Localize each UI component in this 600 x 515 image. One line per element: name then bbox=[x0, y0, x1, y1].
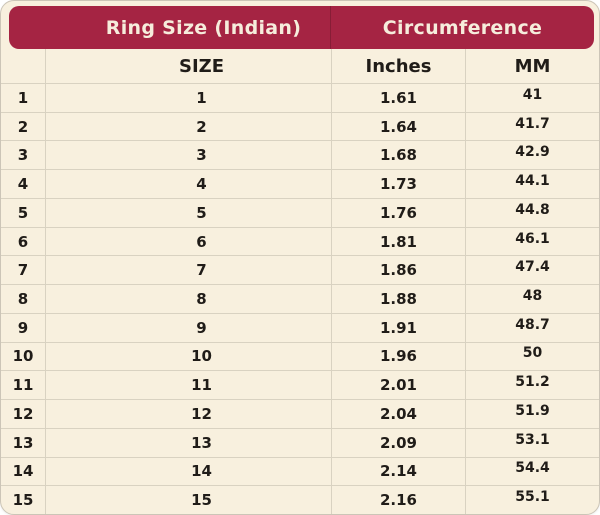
size-cell: 3 bbox=[46, 141, 332, 169]
table-row bbox=[1, 256, 599, 285]
size-cell: 1 bbox=[46, 84, 332, 112]
inches-cell: 1.88 bbox=[332, 285, 466, 313]
mm-cell: 51.2 bbox=[515, 374, 550, 391]
inches-cell: 2.09 bbox=[332, 429, 466, 457]
table-row bbox=[1, 429, 599, 458]
ring-size-table bbox=[1, 49, 599, 514]
table-row bbox=[1, 314, 599, 343]
row-number-cell: 3 bbox=[1, 141, 46, 169]
subheader-size: SIZE bbox=[46, 49, 332, 83]
table-header-band bbox=[9, 6, 594, 49]
header-circumference: Circumference bbox=[382, 16, 543, 39]
table-row bbox=[1, 170, 599, 199]
inches-cell: 1.91 bbox=[332, 314, 466, 342]
row-number-cell: 2 bbox=[1, 113, 46, 141]
row-number-cell: 9 bbox=[1, 314, 46, 342]
mm-cell: 44.8 bbox=[515, 201, 550, 218]
size-cell: 11 bbox=[46, 371, 332, 399]
row-number-cell: 11 bbox=[1, 371, 46, 399]
mm-cell: 46.1 bbox=[515, 230, 550, 247]
table-row bbox=[1, 486, 599, 514]
mm-cell: 50 bbox=[522, 345, 543, 362]
row-number-cell: 15 bbox=[1, 486, 46, 514]
table-row bbox=[1, 141, 599, 170]
inches-cell: 1.64 bbox=[332, 113, 466, 141]
table-row bbox=[1, 84, 599, 113]
table-row bbox=[1, 199, 599, 228]
row-number-cell: 14 bbox=[1, 458, 46, 486]
subheader-row bbox=[1, 49, 599, 84]
row-number-cell: 4 bbox=[1, 170, 46, 198]
mm-cell: 51.9 bbox=[515, 402, 550, 419]
row-number-cell: 12 bbox=[1, 400, 46, 428]
size-cell: 5 bbox=[46, 199, 332, 227]
size-cell: 2 bbox=[46, 113, 332, 141]
size-cell: 14 bbox=[46, 458, 332, 486]
mm-cell: 48 bbox=[522, 288, 543, 304]
table-row bbox=[1, 285, 599, 314]
table-row bbox=[1, 113, 599, 142]
table-row bbox=[1, 228, 599, 257]
inches-cell: 1.73 bbox=[332, 170, 466, 198]
table-row bbox=[1, 458, 599, 487]
table-row bbox=[1, 371, 599, 400]
size-cell: 8 bbox=[46, 285, 332, 313]
table-row bbox=[1, 343, 599, 372]
subheader-mm: MM bbox=[514, 55, 551, 77]
subheader-inches: Inches bbox=[332, 49, 466, 83]
mm-cell: 41 bbox=[522, 86, 543, 103]
size-cell: 7 bbox=[46, 256, 332, 284]
size-cell: 9 bbox=[46, 314, 332, 342]
size-cell: 13 bbox=[46, 429, 332, 457]
row-number-cell: 5 bbox=[1, 199, 46, 227]
size-cell: 6 bbox=[46, 228, 332, 256]
row-number-cell: 8 bbox=[1, 285, 46, 313]
inches-cell: 2.16 bbox=[332, 486, 466, 514]
row-number-cell: 13 bbox=[1, 429, 46, 457]
mm-cell: 55.1 bbox=[515, 489, 550, 506]
row-number-cell: 7 bbox=[1, 256, 46, 284]
inches-cell: 1.68 bbox=[332, 141, 466, 169]
mm-cell: 53.1 bbox=[515, 431, 550, 448]
inches-cell: 1.61 bbox=[332, 84, 466, 112]
inches-cell: 2.04 bbox=[332, 400, 466, 428]
size-cell: 10 bbox=[46, 343, 332, 371]
mm-cell: 47.4 bbox=[515, 259, 550, 276]
inches-cell: 1.86 bbox=[332, 256, 466, 284]
inches-cell: 1.96 bbox=[332, 343, 466, 371]
subheader-empty-cell bbox=[1, 49, 46, 83]
row-number-cell: 1 bbox=[1, 84, 46, 112]
row-number-cell: 6 bbox=[1, 228, 46, 256]
mm-cell: 41.7 bbox=[515, 115, 550, 132]
table-body bbox=[1, 84, 599, 514]
mm-cell: 42.9 bbox=[515, 144, 550, 161]
inches-cell: 1.76 bbox=[332, 199, 466, 227]
mm-cell: 44.1 bbox=[515, 173, 550, 190]
size-cell: 4 bbox=[46, 170, 332, 198]
row-number-cell: 10 bbox=[1, 343, 46, 371]
inches-cell: 1.81 bbox=[332, 228, 466, 256]
inches-cell: 2.14 bbox=[332, 458, 466, 486]
header-ring-size-indian: Ring Size (Indian) bbox=[9, 6, 331, 49]
size-cell: 15 bbox=[46, 486, 332, 514]
size-cell: 12 bbox=[46, 400, 332, 428]
table-row bbox=[1, 400, 599, 429]
inches-cell: 2.01 bbox=[332, 371, 466, 399]
mm-cell: 48.7 bbox=[515, 316, 550, 333]
mm-cell: 54.4 bbox=[515, 460, 550, 477]
